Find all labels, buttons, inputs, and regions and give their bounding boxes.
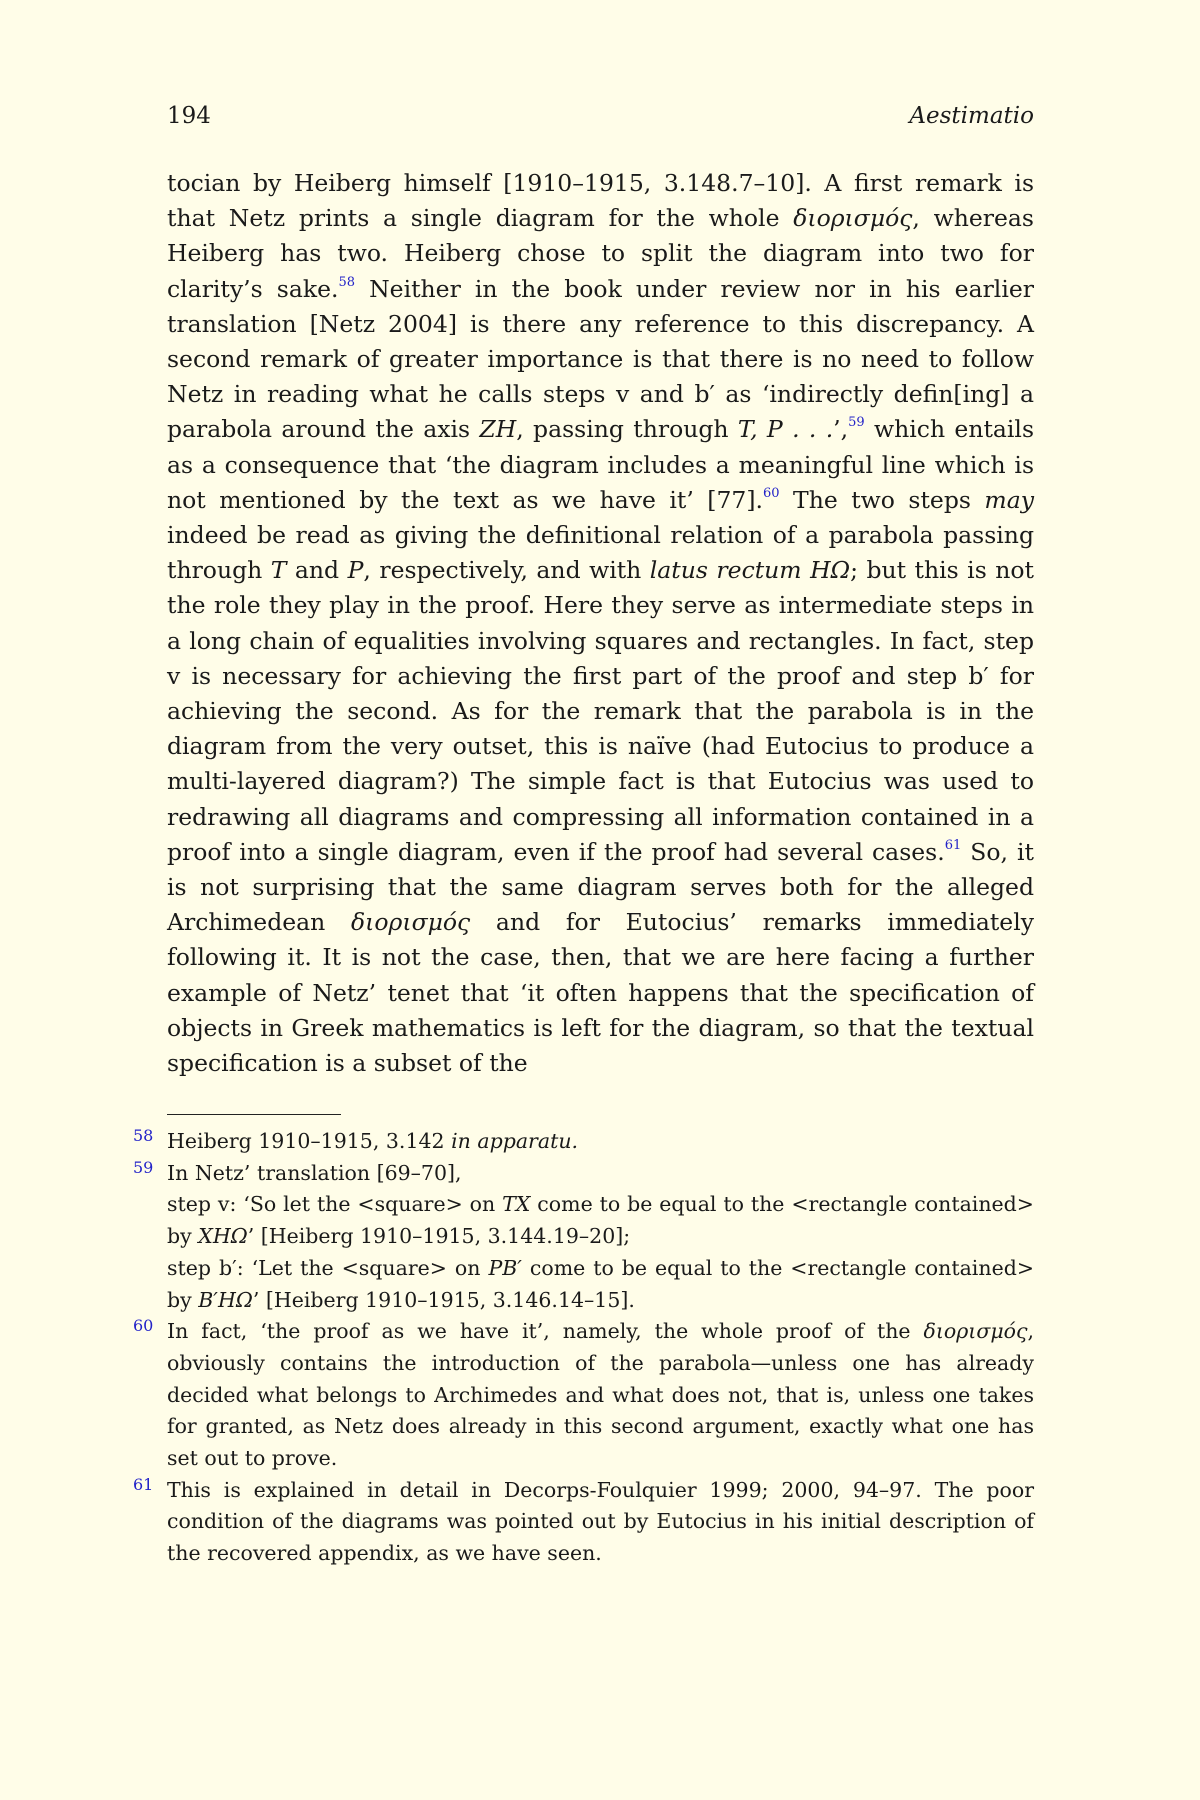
text-run: indeed be read as giving the definitional relation of a parabola passing through [167, 521, 1034, 585]
footnote-ref-58[interactable]: 58 [338, 274, 356, 290]
text-run: step v: ‘So let the <square> on [167, 1192, 503, 1217]
footnote-number: 61 [133, 1474, 154, 1494]
emphasis: may [984, 485, 1034, 514]
math-symbol: B′HΩ [198, 1287, 253, 1312]
running-head [167, 96, 1034, 136]
text-run: and [286, 556, 348, 585]
emphasis: latus rectum [649, 556, 802, 585]
footnote-text: In Netz’ translation [69–70], [167, 1160, 462, 1185]
footnotes [133, 1126, 1034, 1570]
math-symbol: P [347, 556, 364, 585]
text-run: Heiberg 1910–1915, 3.142 [167, 1129, 452, 1153]
footnote-ref-59[interactable]: 59 [848, 415, 865, 431]
text-run: and for Eutocius’ remarks immediately following it. It is not the case, then, that we are here facing a further example of Netz’ tenet that ‘it often happens that the specification of objects in Greek mathematics is left for the diagram, so that the textual specification is a subset of the [167, 908, 1034, 1078]
math-symbol: TX [502, 1192, 531, 1217]
text-run: , whereas Heiberg has two. Heiberg chose to split the diagram into two for clarity’s sake. [167, 204, 1034, 303]
greek-term: διορισμός [923, 1319, 1028, 1344]
math-symbol: T, P . . . [737, 415, 834, 444]
math-symbol: HΩ [810, 556, 851, 585]
footnote-ref-60[interactable]: 60 [763, 485, 780, 501]
text-run: Neither in the book under review nor in his earlier translation [Netz 2004] is there any reference to this discrepancy. A second remark of greater importance is that there is no need to follow Netz in reading what he calls steps v and b′ as ‘indirectly defin[ing] a parabola around the axis [167, 274, 1034, 444]
body-text [167, 166, 1034, 1081]
text-run: So, it is not surprising that the same diagram serves both for the alleged Archimedean [167, 837, 1034, 937]
text-run: ’ [Heiberg 1910–1915, 3.144.19–20]; [247, 1224, 631, 1249]
footnote-number: 60 [133, 1316, 154, 1336]
text-run: come to be equal to the <rectangle contained> by [167, 1192, 1034, 1249]
math-symbol: T [270, 556, 287, 585]
text-run: , respectively, and with [363, 556, 650, 585]
footnote-number: 58 [133, 1126, 154, 1145]
footnote-59 [133, 1157, 1034, 1317]
text-run: ’ [Heiberg 1910–1915, 3.146.14–15]. [252, 1287, 635, 1312]
text-run: which entails as a consequence that ‘the diagram includes a meaningful line which is not mentioned by the text as we have it’ [77]. [167, 415, 1035, 514]
text-run: ; but this is not the role they play in the proof. Here they serve as intermediate steps in a long chain of equalities involving squares and rectangles. In fact, step v is necessary for achieving the first part of the proof and step b′ for achieving the second. As for the remark that the parabola is in the diagram from the very outset, this is naïve (had Eutocius to produce a multi-layered diagram?) The simple fact is that Eutocius was used to redrawing all diagrams and compressing all information contained in a proof into a single diagram, even if the proof had several cases. [167, 556, 1034, 866]
math-symbol: XHΩ [198, 1224, 248, 1249]
text-run: The two steps [779, 485, 985, 514]
text-run: step b′: ‘Let the <square> on [167, 1255, 489, 1280]
body-paragraph [167, 166, 1034, 1081]
greek-term: διορισμός [351, 908, 471, 937]
journal-title: Aestimatio [909, 103, 1034, 129]
text-run: tocian by Heiberg himself [1910–1915, 3.148.7–10]. A first remark is that Netz prints a single diagram for the whole [167, 169, 1034, 233]
text-run: ’, [833, 415, 849, 444]
footnote-step-v [167, 1189, 1034, 1252]
footnote-58 [133, 1126, 1034, 1158]
text-run: In fact, ‘the proof as we have it’, namely, the whole proof of the [167, 1319, 924, 1344]
text-run: come to be equal to the <rectangle contained> by [167, 1255, 1034, 1312]
footnote-text [167, 1316, 1034, 1475]
footnote-60 [133, 1316, 1034, 1475]
footnote-step-b [167, 1253, 1034, 1316]
footnote-number: 59 [133, 1157, 154, 1177]
page-number: 194 [167, 103, 211, 129]
text-run: , obviously contains the introduction of the parabola—unless one has already decided what belongs to Archimedes and what does not, that is, unless one takes for granted, as Netz does already in this second argument, exactly what one has set out to prove. [167, 1319, 1034, 1471]
math-symbol: ZH [479, 415, 517, 444]
text-run: , passing through [516, 415, 738, 444]
footnote-61 [133, 1474, 1034, 1570]
footnote-rule [167, 1114, 341, 1115]
greek-term: διορισμός [793, 204, 913, 233]
footnote-text: This is explained in detail in Decorps-Foulquier 1999; 2000, 94–97. The poor condition of the diagrams was pointed out by Eutocius in his initial description of the recovered appendix, as we have seen. [167, 1477, 1034, 1566]
emphasis: in apparatu. [451, 1129, 579, 1153]
text-run [802, 556, 810, 584]
math-symbol: PB′ [488, 1255, 522, 1280]
footnote-ref-61[interactable]: 61 [944, 837, 962, 853]
footnote-text [167, 1126, 1034, 1158]
